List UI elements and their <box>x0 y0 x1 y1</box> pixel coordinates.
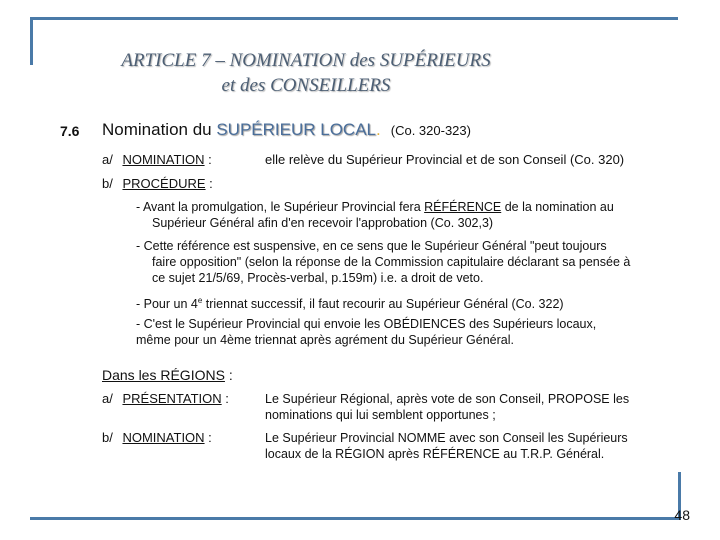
bullet-1-line1 <box>136 199 614 215</box>
item-a-keyword: NOMINATION <box>122 152 205 167</box>
item-b-keyword: PROCÉDURE <box>122 176 206 191</box>
regions-a-keyword: PRÉSENTATION <box>122 391 222 406</box>
regions-b-colon: : <box>204 430 212 445</box>
item-a-text: elle relève du Supérieur Provincial et de son Conseil (Co. 320) <box>265 152 625 167</box>
section-number: 7.6 <box>60 123 80 139</box>
item-a-colon: : <box>204 152 212 167</box>
regions-heading-text: Dans les RÉGIONS <box>102 367 225 383</box>
bullet-3-before: - Pour un 4 <box>136 297 198 312</box>
bullet-1-reference: RÉFÉRENCE <box>424 200 502 214</box>
item-b-marker: b/ <box>102 176 113 191</box>
bullet-3-sup: e <box>197 296 203 305</box>
top-border-line <box>30 17 678 20</box>
bullet-3-after: triennat successif, il faut recourir au Supérieur Général (Co. 322) <box>202 297 564 312</box>
regions-b-label <box>102 430 212 445</box>
bullet-1-before: - Avant la promulgation, le Supérieur Provincial fera <box>136 200 425 214</box>
regions-b-line1: Le Supérieur Provincial NOMME avec son Conseil les Supérieurs <box>265 431 628 445</box>
bullet-4-line1: - C'est le Supérieur Provincial qui envoie les OBÉDIENCES des Supérieurs locaux, <box>136 317 597 331</box>
bullet-2-line3: ce sujet 21/5/69, Procès-verbal, p.159m) i.e. a droit de veto. <box>152 271 484 285</box>
regions-a-line1: Le Supérieur Régional, après vote de son Conseil, PROPOSE les <box>265 392 630 406</box>
regions-b-keyword: NOMINATION <box>122 430 205 445</box>
bullet-2-line1: - Cette référence est suspensive, en ce sens que le Supérieur Général "peut toujours <box>136 239 607 253</box>
section-reference: (Co. 320-323) <box>390 123 471 138</box>
regions-a-label <box>102 391 229 406</box>
page-number: 48 <box>674 507 690 523</box>
regions-a-marker: a/ <box>102 391 113 406</box>
regions-a-colon: : <box>221 391 229 406</box>
bullet-1-line2: Supérieur Général afin d'en recevoir l'approbation (Co. 302,3) <box>152 216 494 230</box>
article-title-line2: et des CONSEILLERS <box>221 75 391 96</box>
item-a-marker: a/ <box>102 152 113 167</box>
section-title-dot: . <box>376 120 381 139</box>
section-title-highlight: SUPÉRIEUR LOCAL <box>216 120 377 139</box>
left-border-line <box>30 17 33 65</box>
bullet-3 <box>136 293 564 312</box>
regions-b-marker: b/ <box>102 430 113 445</box>
regions-a-line2: nominations qui lui semblent opportunes ; <box>265 408 496 422</box>
article-title-line1: ARTICLE 7 – NOMINATION des SUPÉRIEURS <box>121 50 491 71</box>
section-title-prefix: Nomination du <box>102 120 217 139</box>
item-a-label <box>102 152 212 167</box>
item-b-label <box>102 176 213 191</box>
bullet-2-line2: faire opposition" (selon la réponse de la Commission capitulaire déclarant sa pensée à <box>152 255 631 269</box>
bottom-border-line <box>30 517 678 520</box>
regions-heading-colon: : <box>224 367 233 383</box>
regions-b-line2: locaux de la RÉGION après RÉFÉRENCE au T.R.P. Général. <box>265 447 605 461</box>
item-b-colon: : <box>205 176 213 191</box>
bullet-4-line2: même pour un 4ème triennat après agrément du Supérieur Général. <box>136 333 514 347</box>
bullet-1-after: de la nomination au <box>501 200 614 214</box>
regions-heading <box>102 367 233 383</box>
section-title <box>102 120 471 140</box>
